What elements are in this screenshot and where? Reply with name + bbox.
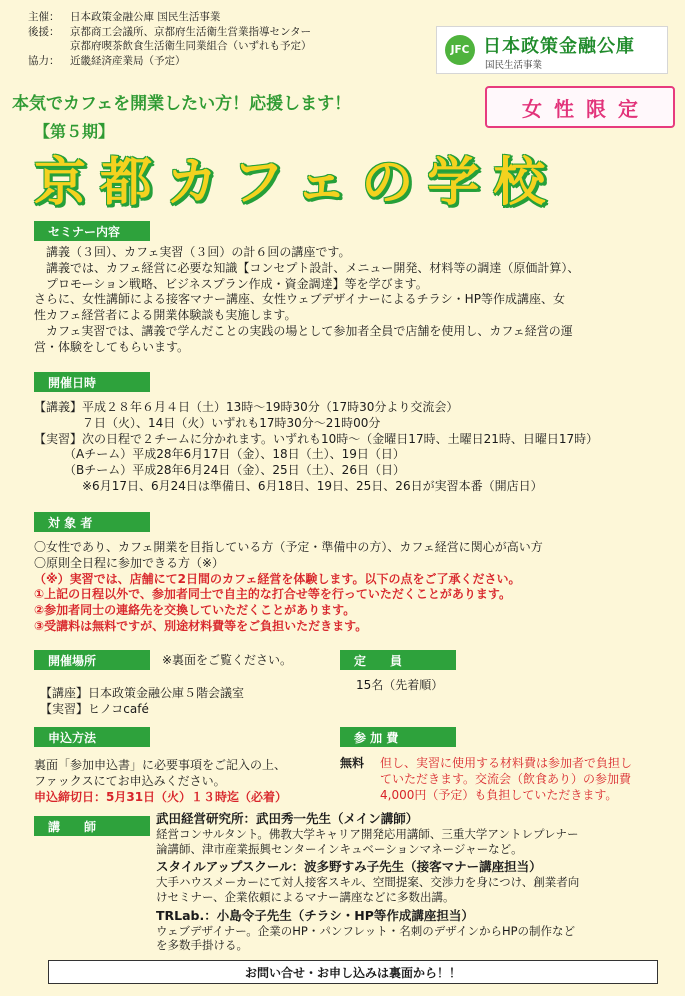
target-note: ②参加者同士の連絡先を交換していただくことがあります。 — [34, 603, 356, 618]
target-line: 〇女性であり、カフェ開業を目指している方（予定・準備中の方）、カフェ経営に関心が高い方 — [34, 540, 543, 554]
target-body — [34, 540, 543, 635]
schedule-line: ７日（火）、14日（火）いずれも17時30分～21時00分 — [34, 415, 381, 430]
fee-heading: 参 加 費 — [340, 727, 456, 747]
instructor-desc: 論講師、津市産業振興センターインキュベーションマネージャーなど。 — [156, 841, 523, 856]
schedule-body — [34, 400, 598, 495]
fee-line: 但し、実習に使用する材料費は参加者で負担し — [380, 756, 633, 770]
capacity-value: 15名（先着順） — [356, 678, 444, 692]
target-note: ③受講料は無料ですが、別途材料費等をご負担いただきます。 — [34, 618, 368, 633]
instructor-desc: 経営コンサルタント。佛教大学キャリア開発応用講師、三重大学アントレプレナー — [156, 826, 579, 841]
instructor-desc: ウェブデザイナー。企業のHP・パンフレット・名刺のデザインからHPの制作など — [156, 923, 576, 938]
fee-line: ていただきます。交流会（飲食あり）の参加費 — [380, 771, 632, 786]
support-label: 後援： — [28, 25, 60, 38]
schedule-line: 【実習】次の日程で２チームに分かれます。いずれも10時～（金曜日17時、土曜日21時、日曜日17時） — [34, 431, 599, 446]
schedule-heading: 開催日時 — [34, 372, 150, 392]
fee-line: 4,000円（予定）も負担していただきます。 — [380, 787, 618, 802]
target-heading: 対 象 者 — [34, 512, 150, 532]
capacity-heading: 定 員 — [340, 650, 456, 670]
contact-banner: お問い合せ・お申し込みは裏面から！！ — [48, 960, 658, 984]
instructors-body — [156, 812, 579, 953]
seminar-line: 性カフェ経営者による開業体験談も実施します。 — [34, 308, 297, 323]
coop-label: 協力： — [28, 54, 60, 67]
host-label: 主催： — [28, 11, 60, 23]
logo-name: 日本政策金融公庫 — [483, 36, 635, 57]
instructor-desc: 大手ハウスメーカーにて対人接客スキル、空間提案、交渉力を身につけ、創業者向 — [156, 875, 580, 890]
instructors-heading: 講 師 — [34, 816, 150, 836]
schedule-line: 【講義】平成２８年６月４日（土）13時～19時30分（17時30分より交流会） — [34, 400, 459, 414]
apply-line: ファックスにてお申込みください。 — [34, 773, 226, 788]
support-name-1: 京都商工会議所、京都府生活衛生営業指導センター — [70, 25, 312, 38]
host-name: 日本政策金融公庫 国民生活事業 — [70, 11, 221, 23]
apply-line: 裏面「参加申込書」に必要事項をご記入の上、 — [34, 758, 287, 772]
instructor-name: スタイルアップスクール：波多野すみ子先生（接客マナー講座担当） — [156, 859, 542, 875]
instructor-desc: を多数手掛ける。 — [156, 938, 248, 953]
target-line: 〇原則全日程に参加できる方（※） — [34, 555, 225, 570]
seminar-line: 営・体験をしてもらいます。 — [34, 339, 190, 354]
venue-line: 【講座】日本政策金融公庫５階会議室 — [40, 686, 245, 700]
schedule-line: ※6月17日、6月24日は準備日、6月18日、19日、25日、26日が実習本番（開店日） — [34, 478, 543, 493]
target-note: （※）実習では、店舗にて2日間のカフェ経営を体験します。以下の点をご了承ください。 — [34, 571, 521, 586]
instructor-name: TRLab.：小島令子先生（チラシ・HP等作成講座担当） — [156, 907, 474, 923]
logo-subtitle: 国民生活事業 — [485, 60, 543, 71]
venue-heading: 開催場所 — [34, 650, 150, 670]
schedule-line: （Aチーム）平成28年6月17日（金）、18日（土）、19日（日） — [34, 447, 405, 462]
apply-body — [34, 758, 287, 805]
organizer-list — [28, 10, 312, 68]
jfc-logo — [436, 26, 668, 74]
coop-name: 近畿経済産業局（予定） — [70, 54, 186, 67]
main-title: 京都カフェの学校 — [34, 153, 560, 213]
seminar-line: プロモーション戦略、ビジネスプラン作成・資金調達】等を学びます。 — [34, 276, 428, 291]
target-note: ①上記の日程以外で、参加者同士で自主的な打合せ等を行っていただくことがあります。 — [34, 587, 511, 602]
seminar-line: さらに、女性講師による接客マナー講座、女性ウェブデザイナーによるチラシ・HP等作成講座、女 — [34, 292, 565, 307]
women-only-badge: 女性限定 — [485, 86, 675, 128]
seminar-heading: セミナー内容 — [34, 221, 150, 241]
venue-note: ※裏面をご覧ください。 — [162, 653, 293, 667]
seminar-line: 講義（３回）、カフェ実習（３回）の計６回の講座です。 — [34, 245, 351, 259]
instructor-name: 武田経営研究所：武田秀一先生（メイン講師） — [156, 811, 419, 826]
fee-body — [380, 756, 632, 803]
tagline: 本気でカフェを開業したい方！応援します！ — [12, 94, 352, 114]
term-label: 【第５期】 — [34, 122, 115, 141]
apply-deadline: 申込締切日：5月31日（火）１３時迄（必着） — [34, 789, 288, 804]
schedule-line: （Bチーム）平成28年6月24日（金）、25日（土）、26日（日） — [34, 463, 405, 478]
jfc-mark-icon: JFC — [445, 35, 475, 65]
venue-body — [40, 686, 244, 718]
seminar-line: カフェ実習では、講義で学んだことの実践の場として参加者全員で店舗を使用し、カフェ経営の運 — [34, 323, 573, 338]
support-name-2: 京都府喫茶飲食生活衛生同業組合（いずれも予定） — [70, 40, 312, 53]
seminar-line: 講義では、カフェ経営に必要な知識【コンセプト設計、メニュー開発、材料等の調達（原価計算）、 — [34, 260, 580, 275]
venue-line: 【実習】ヒノコcafé — [40, 701, 149, 716]
apply-heading: 申込方法 — [34, 727, 150, 747]
fee-free: 無料 — [340, 756, 365, 770]
seminar-body — [34, 245, 579, 356]
instructor-desc: けセミナー、企業依頼によるマナー講座などに多数出講。 — [156, 889, 455, 904]
